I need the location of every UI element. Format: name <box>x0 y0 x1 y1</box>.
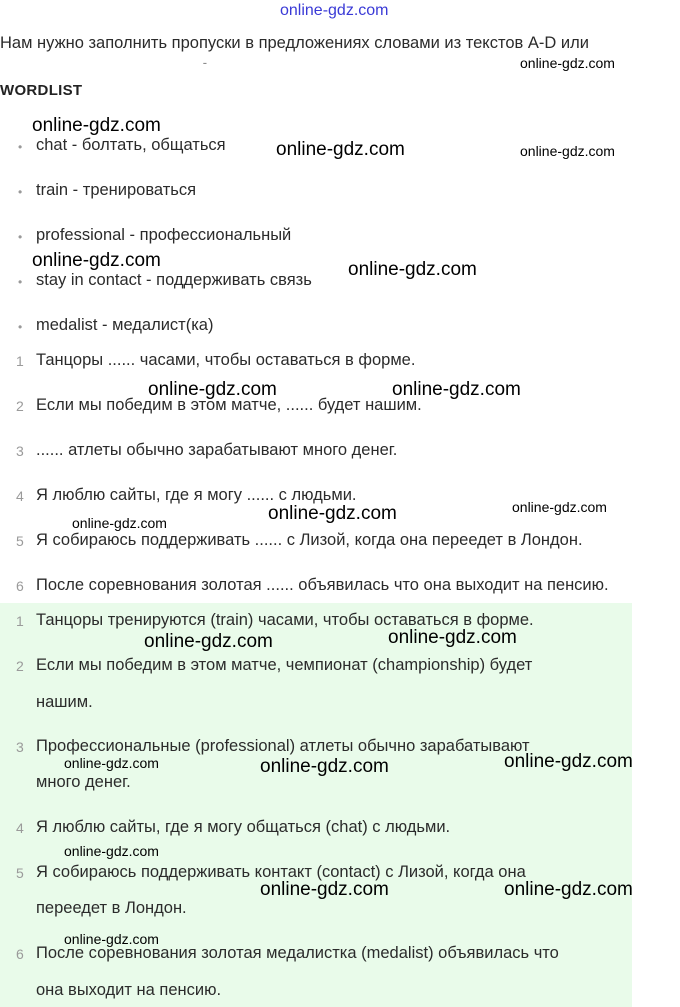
watermark: online-gdz.com <box>64 843 159 859</box>
exercise-sentence: Я люблю сайты, где я могу ...... с людьми. <box>36 486 357 504</box>
bullet-icon: • <box>18 320 23 334</box>
watermark: online-gdz.com <box>72 515 167 531</box>
answer-line: Я люблю сайты, где я могу общаться (chat) с людьми. <box>36 818 451 836</box>
exercise-number: 1 <box>16 353 24 369</box>
wordlist-item: chat - болтать, общаться <box>36 136 226 154</box>
answer-line: нашим. <box>36 693 93 711</box>
answer-line: Танцоры тренируются (train) часами, чтобы оставаться в форме. <box>36 611 534 629</box>
answer-line: После соревнования золотая медалистка (medalist) объявилась что <box>36 944 559 962</box>
watermark: online-gdz.com <box>392 379 521 400</box>
site-header-link[interactable]: online-gdz.com <box>280 2 389 19</box>
answer-line: она выходит на пенсию. <box>36 981 222 999</box>
answer-number: 2 <box>16 658 24 674</box>
exercise-number: 3 <box>16 443 24 459</box>
watermark: online-gdz.com <box>260 756 389 777</box>
exercise-number: 6 <box>16 578 24 594</box>
wordlist-item: stay in contact - поддерживать связь <box>36 271 312 289</box>
watermark: online-gdz.com <box>348 259 477 280</box>
wordlist-item: medalist - медалист(ка) <box>36 316 214 334</box>
watermark: online-gdz.com <box>32 250 161 271</box>
bullet-icon: • <box>18 230 23 244</box>
intro-cut-line: ˉ <box>203 60 207 74</box>
answer-number: 6 <box>16 946 24 962</box>
answer-number: 5 <box>16 865 24 881</box>
watermark: online-gdz.com <box>148 379 277 400</box>
answer-number: 1 <box>16 613 24 629</box>
wordlist-item: professional - профессиональный <box>36 226 292 244</box>
watermark: online-gdz.com <box>64 755 159 771</box>
watermark: online-gdz.com <box>144 631 273 652</box>
exercise-number: 5 <box>16 533 24 549</box>
watermark: online-gdz.com <box>388 627 517 648</box>
answer-line: Если мы победим в этом матче, чемпионат (championship) будет <box>36 656 533 674</box>
wordlist-item: train - тренироваться <box>36 181 197 199</box>
exercise-number: 4 <box>16 488 24 504</box>
exercise-sentence: Я собираюсь поддерживать ...... с Лизой, когда она переедет в Лондон. <box>36 531 583 549</box>
watermark: online-gdz.com <box>504 751 633 772</box>
bullet-icon: • <box>18 275 23 289</box>
bullet-icon: • <box>18 185 23 199</box>
watermark: online-gdz.com <box>520 55 615 71</box>
answer-line: много денег. <box>36 773 131 791</box>
exercise-sentence: Танцоры ...... часами, чтобы оставаться в форме. <box>36 351 416 369</box>
answer-line: Я собираюсь поддерживать контакт (contact) с Лизой, когда она <box>36 863 526 881</box>
answer-number: 3 <box>16 739 24 755</box>
watermark: online-gdz.com <box>268 503 397 524</box>
exercise-sentence: После соревнования золотая ...... объявилась что она выходит на пенсию. <box>36 576 609 594</box>
exercise-number: 2 <box>16 398 24 414</box>
intro-text: Нам нужно заполнить пропуски в предложениях словами из текстов A-D или <box>0 34 589 52</box>
answer-number: 4 <box>16 820 24 836</box>
watermark: online-gdz.com <box>64 931 159 947</box>
answer-line: переедет в Лондон. <box>36 899 187 917</box>
answer-line: Профессиональные (professional) атлеты обычно зарабатывают <box>36 737 530 755</box>
watermark: online-gdz.com <box>504 879 633 900</box>
wordlist-title: WORDLIST <box>0 82 83 99</box>
exercise-sentence: ...... атлеты обычно зарабатывают много денег. <box>36 441 398 459</box>
watermark: online-gdz.com <box>260 879 389 900</box>
watermark: online-gdz.com <box>520 143 615 159</box>
bullet-icon: • <box>18 140 23 154</box>
watermark: online-gdz.com <box>276 139 405 160</box>
watermark: online-gdz.com <box>512 499 607 515</box>
watermark: online-gdz.com <box>32 115 161 136</box>
exercise-sentence: Если мы победим в этом матче, ...... будет нашим. <box>36 396 422 414</box>
